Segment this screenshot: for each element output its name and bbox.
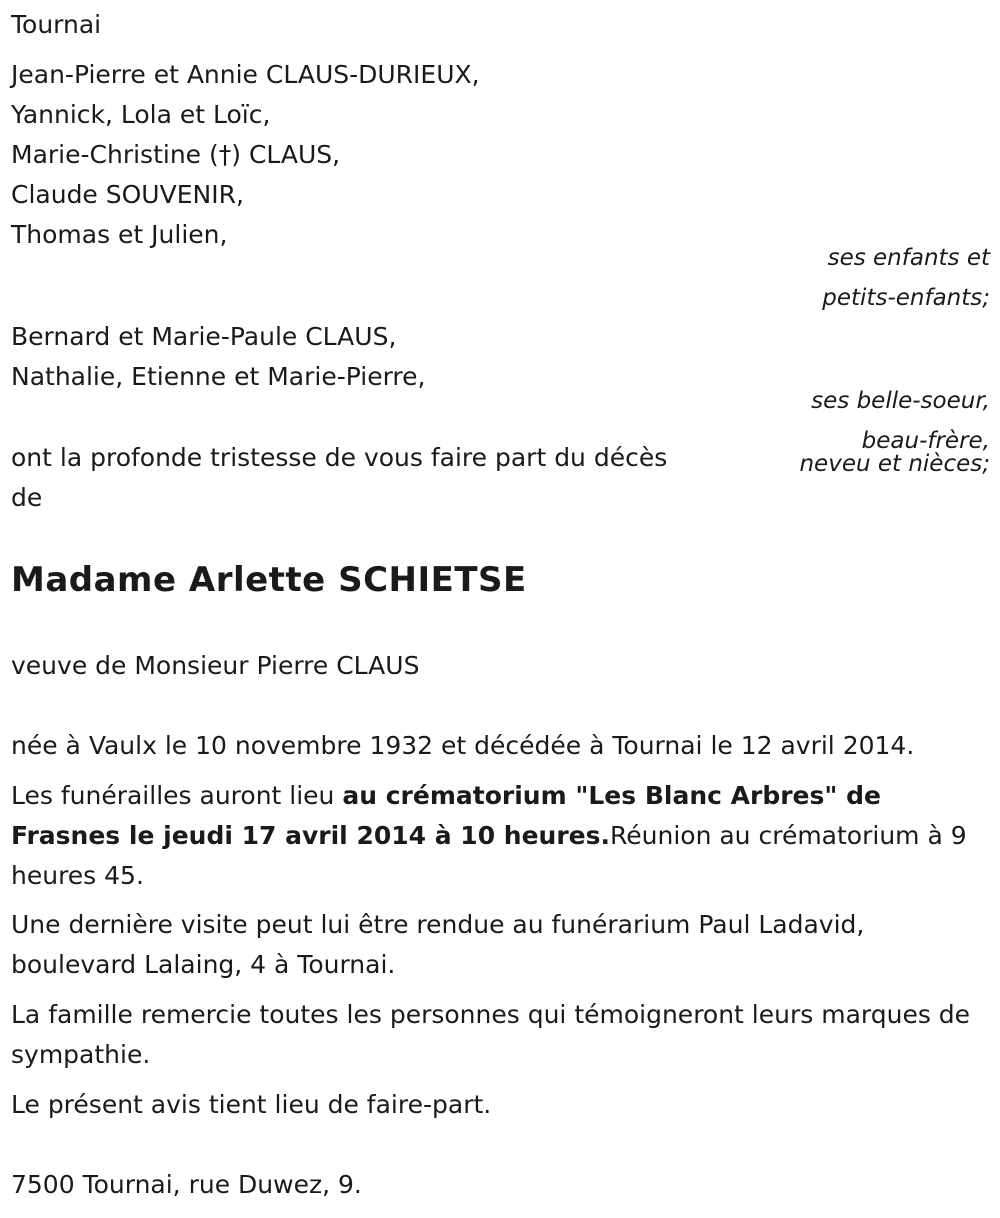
family-line: Claude SOUVENIR, — [11, 180, 244, 209]
funeral-intro: Les funérailles auront lieu — [11, 781, 343, 810]
family-line: Nathalie, Etienne et Marie-Pierre, — [11, 362, 426, 391]
family-line: Jean-Pierre et Annie CLAUS-DURIEUX, — [11, 60, 480, 89]
family-line: Bernard et Marie-Paule CLAUS, — [11, 322, 397, 351]
city-heading: Tournai — [11, 10, 102, 39]
thanks-paragraph: La famille remercie toutes les personnes qui témoigneront leurs marques de sympathie. — [11, 1000, 971, 1069]
announcement-line: de — [11, 483, 43, 512]
funeral-paragraph — [11, 776, 971, 896]
birth-death: née à Vaulx le 10 novembre 1932 et décédée à Tournai le 12 avril 2014. — [11, 731, 915, 760]
deceased-name: Madame Arlette SCHIETSE — [11, 560, 527, 600]
visit-paragraph: Une dernière visite peut lui être rendue au funérarium Paul Ladavid, boulevard Lalaing, 4 à Tournai. — [11, 910, 865, 979]
in-law-role-line: neveu et nièces; — [799, 451, 990, 477]
notice-line: Le présent avis tient lieu de faire-part. — [11, 1090, 492, 1119]
widow-of: veuve de Monsieur Pierre CLAUS — [11, 651, 420, 680]
in-law-role-line: ses belle-soeur, — [811, 388, 990, 414]
family-line: Thomas et Julien, — [11, 220, 228, 249]
children-role-line: ses enfants et — [827, 245, 990, 271]
family-line: Marie-Christine (†) CLAUS, — [11, 140, 341, 169]
family-line: Yannick, Lola et Loïc, — [11, 100, 271, 129]
in-law-role-line: beau-frère, — [861, 428, 990, 454]
funeral-meeting: Réunion au crématorium à 9 heures 45. — [11, 821, 967, 890]
address-line: 7500 Tournai, rue Duwez, 9. — [11, 1170, 362, 1199]
funeral-details: au crématorium "Les Blanc Arbres" de Frasnes le jeudi 17 avril 2014 à 10 heures. — [11, 781, 881, 850]
children-role-line: petits-enfants; — [822, 285, 990, 311]
announcement-line: ont la profonde tristesse de vous faire part du décès — [11, 443, 668, 472]
